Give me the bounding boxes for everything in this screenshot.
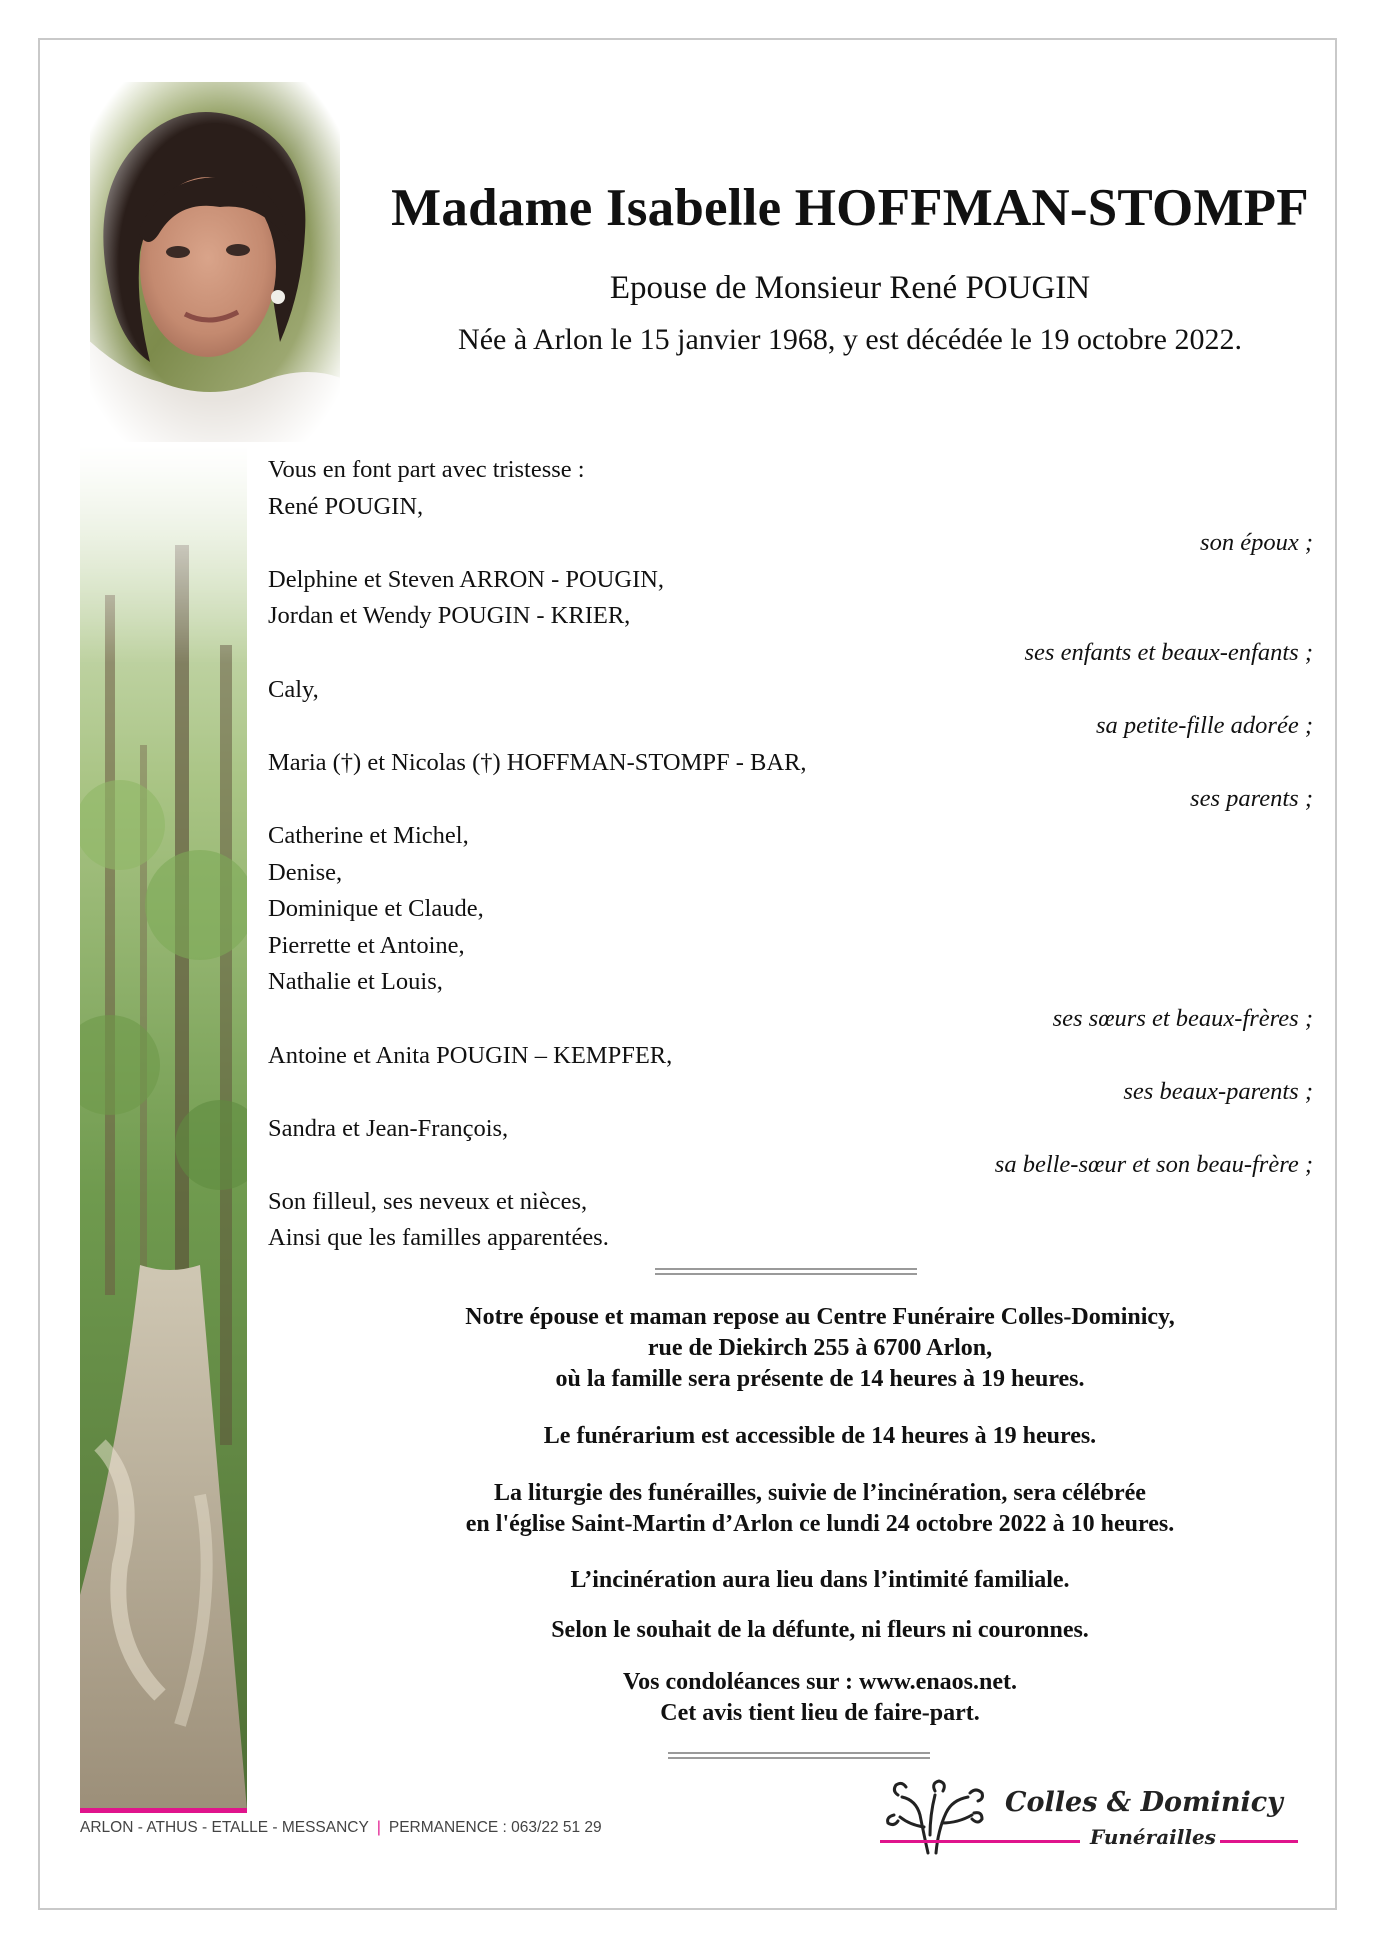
family-line: Maria (†) et Nicolas (†) HOFFMAN-STOMPF - BAR, [268, 748, 807, 776]
spouse-line: Epouse de Monsieur René POUGIN [609, 270, 1091, 306]
relation-line: son époux ; [1200, 529, 1313, 557]
footer-contact [80, 1819, 602, 1837]
family-line: Son filleul, ses neveux et nièces, [268, 1187, 588, 1215]
notice-line: Vos condoléances sur : www.enaos.net. [622, 1669, 1018, 1695]
notice-line: où la famille sera présente de 14 heures à 19 heures. [555, 1366, 1085, 1392]
family-line: Caly, [268, 675, 319, 703]
notice-flowers: Selon le souhait de la défunte, ni fleurs ni couronnes. [551, 1617, 1089, 1643]
logo-underline [880, 1840, 1080, 1843]
relation-line: ses sœurs et beaux-frères ; [1052, 1004, 1313, 1032]
logo-underline [1220, 1840, 1298, 1843]
forest-path-image [80, 445, 247, 1810]
family-line: Pierrette et Antoine, [268, 931, 465, 959]
family-line: Antoine et Anita POUGIN – KEMPFER, [268, 1041, 673, 1069]
family-line: Jordan et Wendy POUGIN - KRIER, [268, 602, 631, 630]
family-line: Delphine et Steven ARRON - POUGIN, [268, 565, 665, 593]
notice-cremation: L’incinération aura lieu dans l’intimité familiale. [570, 1567, 1070, 1593]
tree-logo-icon [880, 1775, 990, 1855]
relation-line: ses beaux-parents ; [1123, 1078, 1313, 1106]
family-line: Ainsi que les familles apparentées. [268, 1224, 609, 1252]
family-intro: Vous en font part avec tristesse : [268, 456, 585, 483]
notice-funerarium: Le funérarium est accessible de 14 heures à 19 heures. [543, 1423, 1097, 1449]
family-list [268, 452, 1313, 1257]
funeral-home-logo [880, 1775, 1300, 1865]
notice-line: Notre épouse et maman repose au Centre Funéraire Colles-Dominicy, [465, 1304, 1175, 1330]
family-line: René POUGIN, [268, 492, 424, 520]
notice-line: La liturgie des funérailles, suivie de l’incinération, sera célébrée [494, 1480, 1146, 1506]
logo-name: Colles & Dominicy [1005, 1787, 1283, 1818]
relation-line: ses enfants et beaux-enfants ; [1024, 638, 1313, 666]
notice-condolences [330, 1667, 1310, 1729]
divider-bottom [668, 1752, 930, 1759]
family-line: Denise, [268, 858, 343, 886]
relation-line: ses parents ; [1190, 785, 1313, 813]
notice-line: rue de Diekirch 255 à 6700 Arlon, [647, 1335, 993, 1361]
relation-line: sa petite-fille adorée ; [1095, 712, 1313, 740]
notice-liturgy [330, 1478, 1310, 1540]
dates-line: Née à Arlon le 15 janvier 1968, y est décédée le 19 octobre 2022. [458, 323, 1242, 356]
portrait-photo [90, 82, 340, 442]
family-line: Nathalie et Louis, [268, 968, 443, 996]
divider-top [655, 1268, 917, 1275]
notice-repose [330, 1302, 1310, 1395]
footer-permanence: PERMANENCE : 063/22 51 29 [388, 1819, 602, 1836]
logo-subtitle: Funérailles [1090, 1825, 1216, 1849]
relation-line: sa belle-sœur et son beau-frère ; [994, 1151, 1313, 1179]
footer-locations: ARLON - ATHUS - ETALLE - MESSANCY [80, 1819, 369, 1836]
notice-line: en l'église Saint-Martin d’Arlon ce lundi 24 octobre 2022 à 10 heures. [465, 1511, 1175, 1537]
deceased-name: Madame Isabelle HOFFMAN-STOMPF [391, 179, 1309, 237]
family-line: Sandra et Jean-François, [268, 1114, 509, 1142]
notice-line: Cet avis tient lieu de faire-part. [660, 1700, 980, 1726]
family-line: Dominique et Claude, [268, 895, 484, 923]
footer-separator: | [376, 1819, 381, 1836]
family-line: Catherine et Michel, [268, 821, 469, 849]
accent-bar [80, 1808, 247, 1813]
